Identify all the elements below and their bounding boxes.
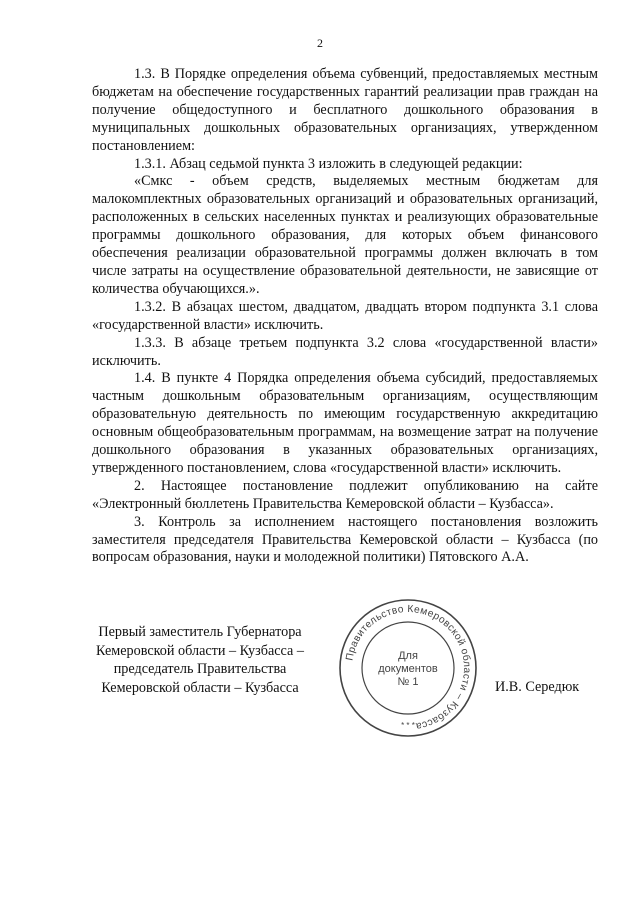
signatory-position [80, 623, 320, 697]
paragraph-1-4: 1.4. В пункте 4 Порядка определения объема субсидий, предоставляемых частным дошкольным образовательным организациям, осуществляющим образовательную деятельность по имеющим государственную аккредитацию основным общеобразовательным программам, на возмещение затрат на получение дошкольного образования в указанных образовательных организациях, утвержденного постановлением, слова «государственной власти» исключить. [92, 370, 598, 476]
seal-stars: * * * [401, 721, 415, 730]
signatory-name: И.В. Середюк [495, 679, 580, 695]
paragraph-1-3-2: 1.3.2. В абзацах шестом, двадцатом, двадцать втором подпункта 3.1 слова «государственной власти» исключить. [92, 298, 598, 333]
paragraph-2: 2. Настоящее постановление подлежит опубликованию на сайте «Электронный бюллетень Правительства Кемеровской области – Кузбасса». [92, 477, 598, 512]
signatory-position-line: Первый заместитель Губернатора [98, 624, 302, 640]
seal-center-line: № 1 [397, 676, 419, 688]
signatory-position-line: председатель Правительства [113, 661, 287, 677]
official-seal-stamp [337, 597, 479, 739]
signatory-position-line: Кемеровской области – Кузбасса – [96, 642, 304, 659]
paragraph-1-3: 1.3. В Порядке определения объема субвенций, предоставляемых местным бюджетам на обеспечение государственных гарантий реализации прав граждан на получение общедоступного и бесплатного дошкольного образования в муниципальных дошкольных образовательных организациях, утвержденном постановлением: [92, 66, 598, 154]
paragraph-1-3-3: 1.3.3. В абзаце третьем подпункта 3.2 слова «государственной власти» исключить. [92, 334, 598, 369]
seal-center-line: Для [398, 650, 418, 662]
seal-ring-text: Правительство Кемеровской области – Кузбасса [344, 603, 473, 732]
paragraph-3: 3. Контроль за исполнением настоящего постановления возложить заместителя председателя Правительства Кемеровской области – Кузбасса (по вопросам образования, науки и молодежной политики) Пятовского А.А. [92, 513, 598, 566]
page-number: 2 [317, 36, 323, 50]
seal-center-line: документов [378, 663, 438, 675]
document-body [92, 66, 598, 567]
paragraph-1-3-1: 1.3.1. Абзац седьмой пункта 3 изложить в следующей редакции: [134, 155, 523, 172]
signatory-position-line: Кемеровской области – Кузбасса [101, 679, 299, 696]
paragraph-quoted-definition: «Смкс - объем средств, выделяемых местным бюджетам для малокомплектных образовательных организаций и образовательных организаций, расположенных в сельских населенных пунктах и реализующих образовательные программы дошкольного образования, для которых объем финансового обеспечения реализации образовательной программы должен включать в том числе затраты на осуществление образовательной деятельности, не зависящие от количества обучающихся.». [92, 173, 598, 297]
